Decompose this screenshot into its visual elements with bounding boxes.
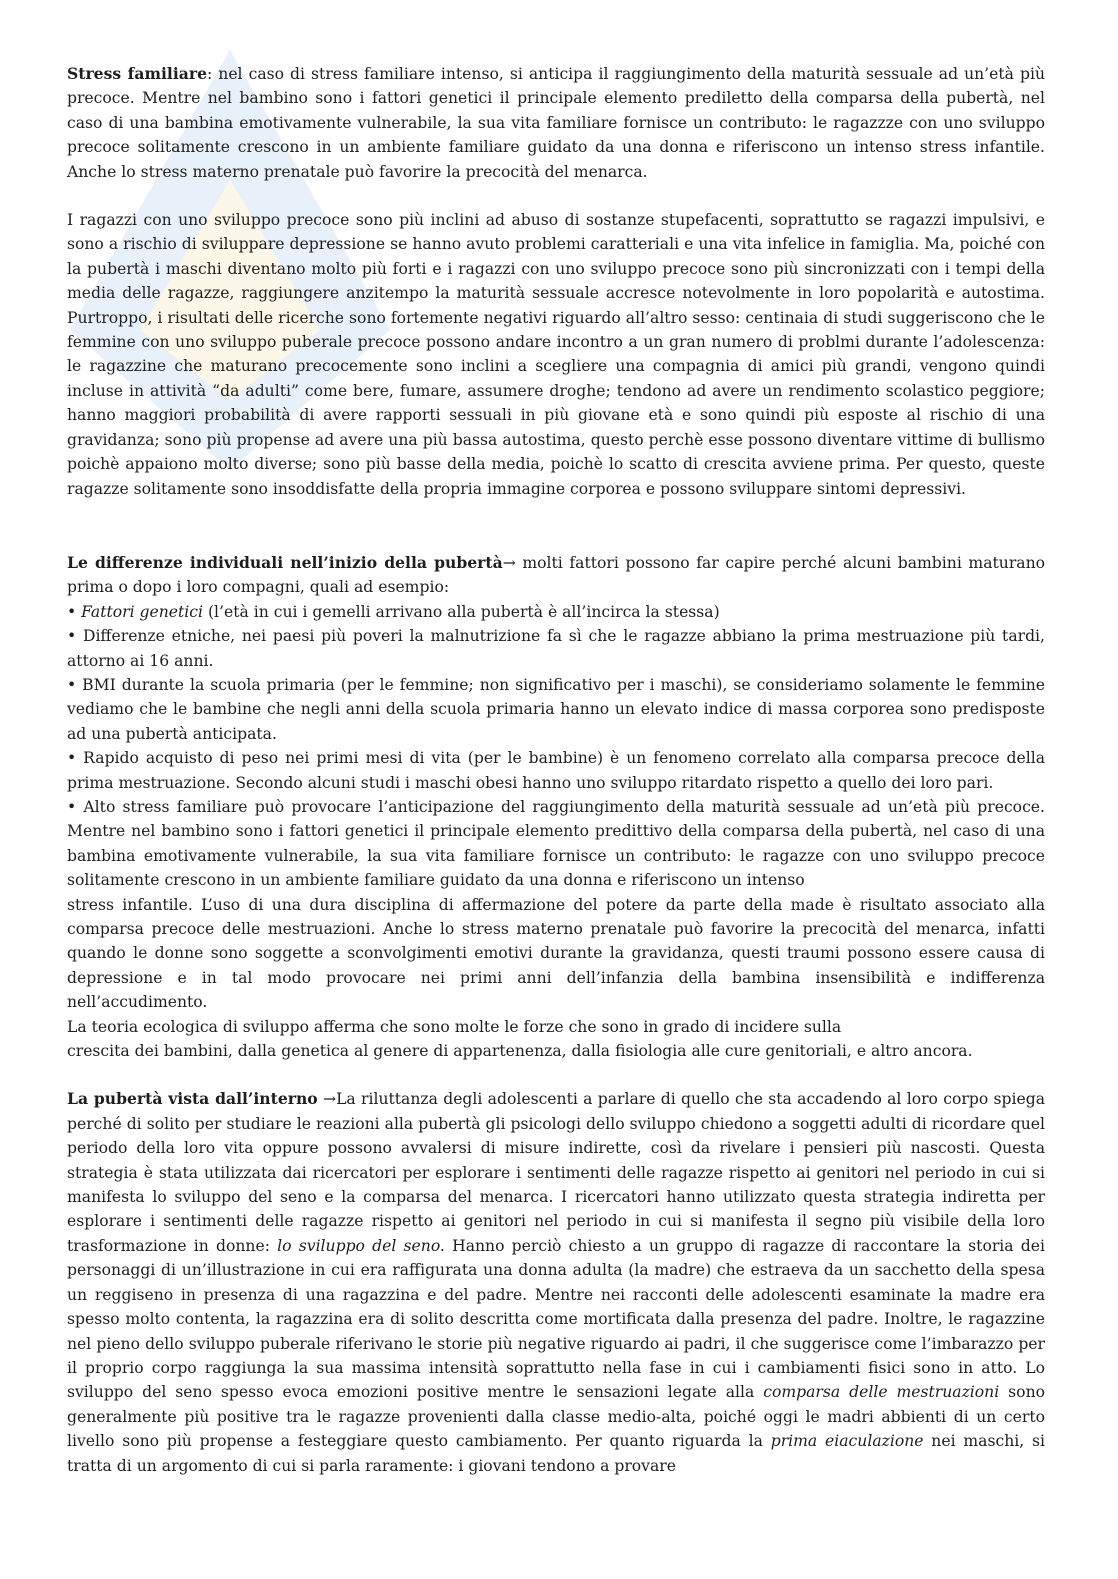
italic-eiaculazione: prima eiaculazione <box>770 1432 924 1451</box>
bullet-acquisto-peso: • Rapido acquisto di peso nei primi mesi di vita (per le bambine) è un fenomeno correlato alla comparsa precoce della prima mestruazione. Secondo alcuni studi i maschi obesi hanno uno sviluppo ritardato rispetto a quello dei loro pari. <box>67 749 1045 792</box>
bullet-differenze-etniche: • Differenze etniche, nei paesi più poveri la malnutrizione fa sì che le ragazze abbiano la prima mestruazione più tardi, attorno ai 16 anni. <box>67 627 1045 670</box>
bullet-stress-familiare: • Alto stress familiare può provocare l’anticipazione del raggiungimento della maturità sessuale ad un’età più precoce. Mentre nel bambino sono i fattori genetici il principale elemento predittivo della comparsa della pubertà, nel caso di una bambina emotivamente vulnerabile, la sua vita familiare fornisce un contributo: le ragazze con uno sviluppo precoce solitamente crescono in un ambiente familiare guidato da una donna e riferiscono un intenso <box>67 797 1045 890</box>
paragraph-text: : nel caso di stress familiare intenso, si anticipa il raggiungimento della maturità sessuale ad un’età più precoce. Mentre nel bambino sono i fattori genetici il principale elemento prediletto della comparsa della pubertà, nel caso di una bambina emotivamente vulnerabile, la sua vita familiare fornisce un contributo: le ragazzze con uno sviluppo precoce solitamente crescono in un ambiente familiare guidato da una donna e riferiscono un intenso stress infantile. Anche lo stress materno prenatale può favorire la precocità del menarca. <box>67 65 1045 181</box>
heading-puberta-interno: La pubertà vista dall’interno <box>67 1089 318 1109</box>
bullet-bmi: • BMI durante la scuola primaria (per le femmine; non significativo per i maschi), se consideriamo solamente le femmine vediamo che le bambine che negli anni della scuola primaria hanno un elevato indice di massa corporea sono predisposte ad una pubertà anticipata. <box>67 675 1045 743</box>
italic-mestruazioni: comparsa delle mestruazioni <box>763 1383 1000 1402</box>
paragraph-sviluppo-precoce: I ragazzi con uno sviluppo precoce sono più inclini ad abuso di sostanze stupefacenti, soprattutto se ragazzi impulsivi, e sono a rischio di sviluppare depressione se hanno avuto problemi caratteriali e una vita infelice in famiglia. Ma, poiché con la pubertà i maschi diventano molto più forti e i ragazzi con uno sviluppo precoce sono più sincronizzati con i tempi della media delle ragazze, raggiungere anzitempo la maturità sessuale accresce notevolmente in loro popolarità e autostima. Purtroppo, i risultati delle ricerche sono fortemente negativi riguardo all’altro sesso: centinaia di studi suggeriscono che le femmine con uno sviluppo puberale precoce possono andare incontro a un gran numero di problmi durante l’adolescenza: le ragazzine che maturano precocemente sono inclini a scegliere una compagnia di amici più grandi, vengono quindi incluse in attività “da adulti” come bere, fumare, assumere droghe; tendono ad avere un rendimento scolastico peggiore; hanno maggiori probabilità di avere rapporti sessuali in più giovane età e sono quindi più esposte al rischio di una gravidanza; sono più propense ad avere una più bassa autostima, questo perchè esse possono diventare vittime di bullismo poichè appaiono molto diverse; sono più basse della media, poichè lo scatto di crescita avviene prima. Per questo, queste ragazze solitamente sono insoddisfatte della propria immagine corporea e possono sviluppare sintomi depressivi. <box>67 211 1045 498</box>
paragraph-text: →La riluttanza degli adolescenti a parlare di quello che sta accadendo al loro corpo spiega perché di solito per studiare le reazioni alla pubertà gli psicologi dello sviluppo chiedono a soggetti adulti di ricordare quel periodo della loro vita oppure possono avvalersi di misure indirette, così da rivelare i pensieri più nascosti. Questa strategia è stata utilizzata dai ricercatori per esplorare i sentimenti delle ragazze rispetto ai genitori nel periodo in cui si manifesta lo sviluppo del seno e la comparsa del menarca. I ricercatori hanno utilizzato questa strategia indiretta per esplorare i sentimenti delle ragazze rispetto ai genitori nel periodo in cui si manifesta il segno più visibile della loro trasformazione in donne: <box>67 1090 1045 1255</box>
bullet-fattori-genetici <box>67 600 1045 624</box>
bullet-text: (l’età in cui i gemelli arrivano alla pubertà è all’incirca la stessa) <box>203 602 720 621</box>
heading-stress-familiare: Stress familiare <box>67 64 207 83</box>
paragraph-puberta-interno <box>67 1087 1045 1478</box>
bullet-label: • Fattori genetici <box>67 602 203 621</box>
paragraph-text: → molti fattori possono far capire perché alcuni bambini maturano prima o dopo i loro compagni, quali ad esempio: <box>67 553 1045 597</box>
italic-sviluppo-seno: lo sviluppo del seno. <box>277 1236 445 1255</box>
document-page <box>67 62 1045 1478</box>
paragraph-text: nei maschi, si tratta di un argomento di cui si parla raramente: i giovani tendono a provare <box>67 1432 1045 1475</box>
paragraph-teoria-ecologica-2: crescita dei bambini, dalla genetica al genere di appartenenza, dalla fisiologia alle cure genitoriali, e altro ancora. <box>67 1042 973 1061</box>
paragraph-stress-infantile: stress infantile. L’uso di una dura disciplina di affermazione del potere da parte della made è risultato associato alla comparsa precoce delle mestruazioni. Anche lo stress materno prenatale può favorire la precocità del menarca, infatti quando le donne sono soggette a sconvolgimenti emotivi durante la gravidanza, questi traumi possono essere causa di depressione e in tal modo provocare nei primi anni dell’infanzia della bambina insensibilità e indifferenza nell’accudimento. <box>67 895 1045 1012</box>
heading-differenze-individuali: Le differenze individuali nell’inizio della pubertà <box>67 552 503 572</box>
paragraph-text: Hanno perciò chiesto a un gruppo di ragazze di raccontare la storia dei personaggi di un’illustrazione in cui era raffigurata una donna adulta (la madre) che estraeva da un sacchetto della spesa un reggiseno in presenza di una ragazzina e del padre. Mentre nei racconti delle adolescenti esaminate la madre era spesso molto contenta, la ragazzina era di solito descritta come mortificata dalla presenza del padre. Inoltre, le ragazzine nel pieno dello sviluppo puberale riferivano le storie più negative riguardo ai padri, il che suggerisce come l’imbarazzo per il proprio corpo raggiunga la sua massima intensità soprattutto nella fase in cui i cambiamenti fisici sono in atto. Lo sviluppo del seno spesso evoca emozioni positive mentre le sensazioni legate alla <box>67 1236 1045 1402</box>
paragraph-stress-familiare <box>67 62 1045 184</box>
paragraph-teoria-ecologica-1: La teoria ecologica di sviluppo afferma che sono molte le forze che sono in grado di incidere sulla <box>67 1017 842 1036</box>
paragraph-text: sono generalmente più positive tra le ragazze provenienti dalla classe medio-alta, poiché oggi le madri abbienti di un certo livello sono più propense a festeggiare questo cambiamento. Per quanto riguarda la <box>67 1383 1045 1451</box>
paragraph-differenze-individuali <box>67 551 1045 600</box>
